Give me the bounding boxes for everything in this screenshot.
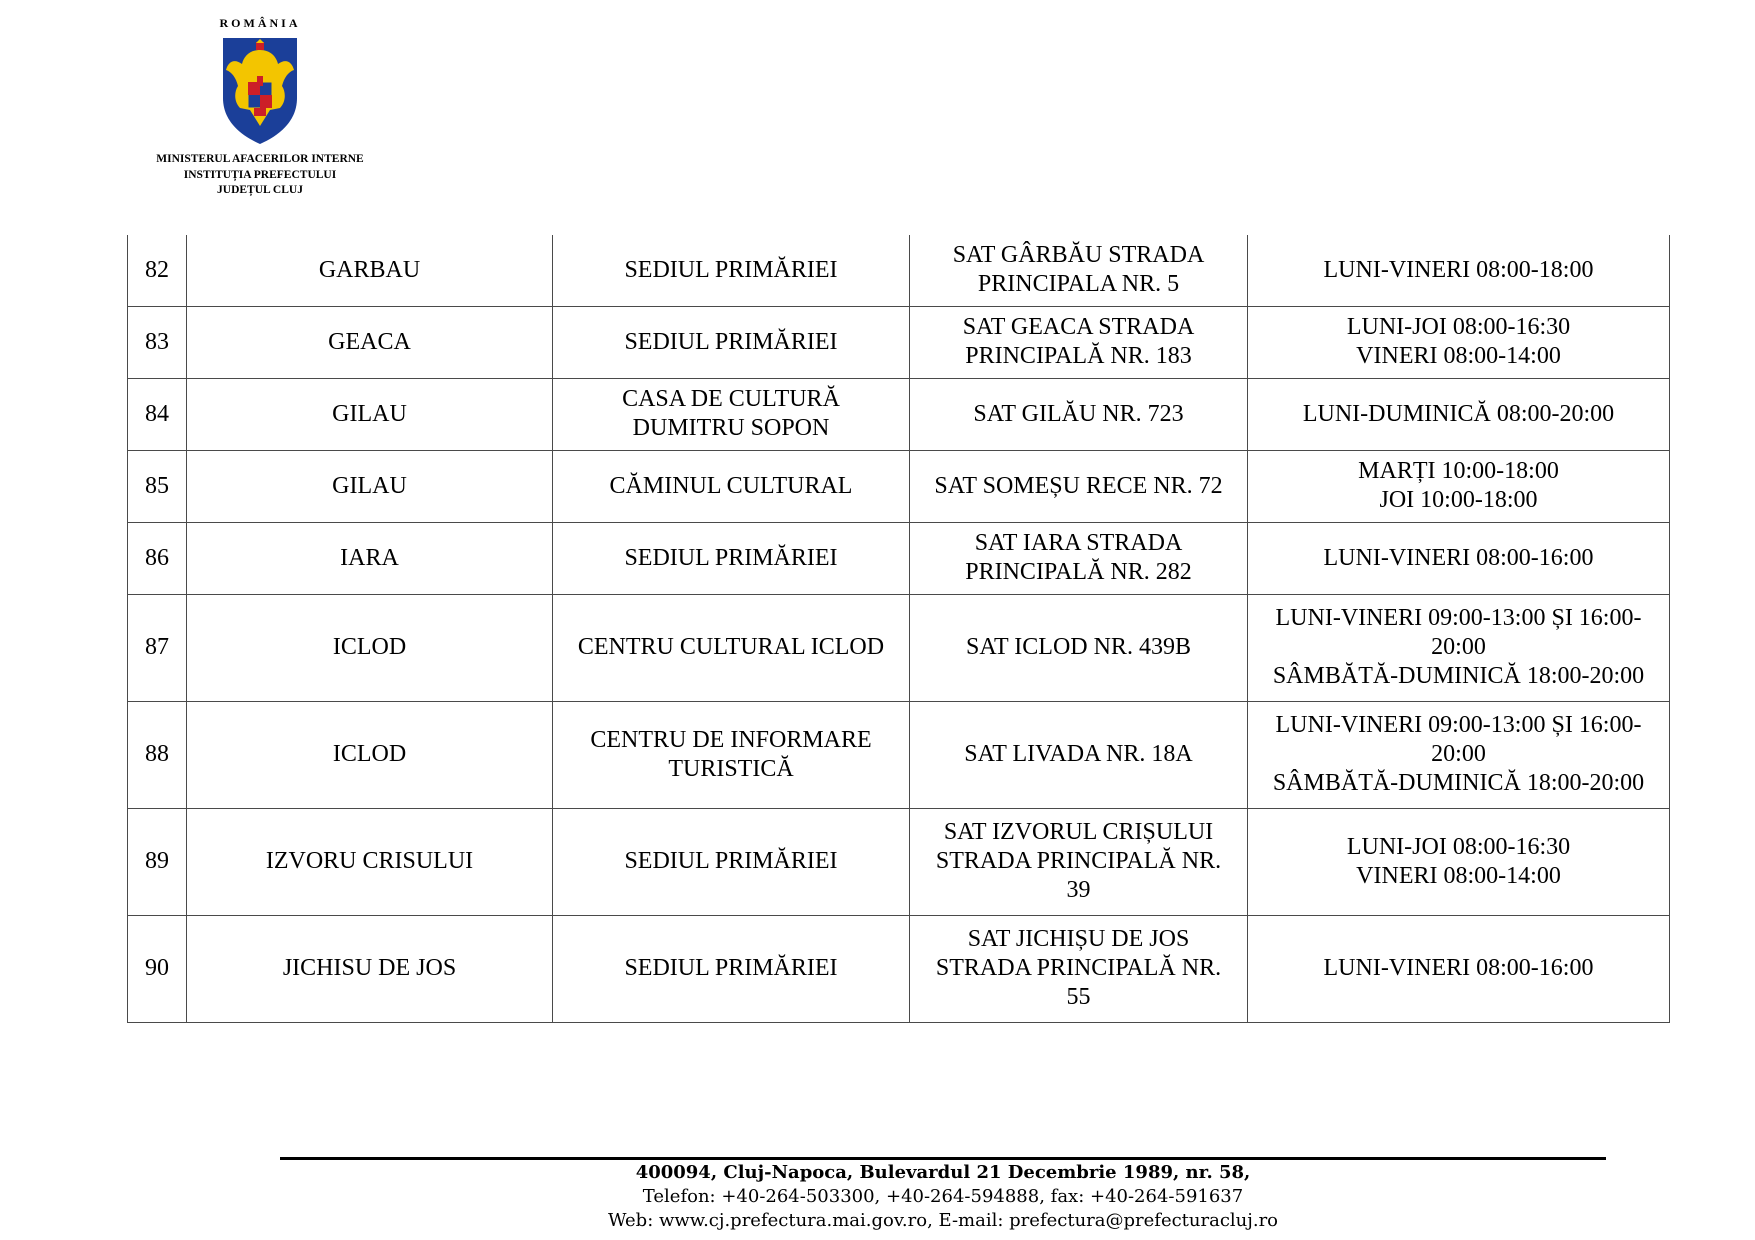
cell-schedule-line: VINERI 08:00-14:00 <box>1356 862 1561 889</box>
footer-divider <box>280 1157 1606 1160</box>
cell-schedule-line: LUNI-VINERI 08:00-16:00 <box>1323 955 1594 981</box>
cell-number: 88 <box>128 701 187 808</box>
cell-schedule <box>1248 378 1670 450</box>
cell-locality: GILAU <box>187 378 553 450</box>
cell-schedule <box>1248 594 1670 701</box>
cell-schedule-line: LUNI-DUMINICĂ 08:00-20:00 <box>1302 400 1615 427</box>
letterhead <box>150 14 370 199</box>
cell-location-line: SEDIUL PRIMĂRIEI <box>624 328 838 355</box>
cell-location <box>553 915 910 1022</box>
cell-number: 86 <box>128 522 187 594</box>
cell-address-line: SAT JICHIȘU DE JOS <box>967 926 1190 952</box>
cell-location <box>553 306 910 378</box>
cell-locality: IARA <box>187 522 553 594</box>
cell-schedule-line: SÂMBĂTĂ-DUMINICĂ 18:00-20:00 <box>1272 770 1645 796</box>
cell-location <box>553 701 910 808</box>
table-row <box>128 594 1670 701</box>
country-name: ROMÂNIA <box>219 16 301 30</box>
cell-address-line: STRADA PRINCIPALĂ NR. <box>935 848 1222 874</box>
cell-number: 84 <box>128 378 187 450</box>
cell-address-line: SAT IZVORUL CRIȘULUI <box>943 819 1214 845</box>
cell-location-line: SEDIUL PRIMĂRIEI <box>624 544 838 571</box>
footer <box>280 1161 1606 1233</box>
cell-schedule-line: LUNI-JOI 08:00-16:30 <box>1346 833 1571 860</box>
cell-address-line: 55 <box>1066 984 1091 1010</box>
cell-address <box>910 450 1248 522</box>
cell-schedule-line: 20:00 <box>1431 741 1486 767</box>
polling-locations-table <box>127 235 1670 1023</box>
cell-schedule-line: LUNI-VINERI 08:00-18:00 <box>1323 256 1594 283</box>
cell-location-line: TURISTICĂ <box>668 755 794 782</box>
cell-location <box>553 808 910 915</box>
cell-address-line: SAT GILĂU NR. 723 <box>973 400 1184 427</box>
table-row <box>128 808 1670 915</box>
cell-location-line: SEDIUL PRIMĂRIEI <box>624 848 838 874</box>
cell-address-line: SAT ICLOD NR. 439B <box>966 634 1191 660</box>
cell-location-line: CASA DE CULTURĂ <box>622 386 840 412</box>
cell-address <box>910 808 1248 915</box>
cell-address <box>910 594 1248 701</box>
cell-number: 89 <box>128 808 187 915</box>
cell-schedule <box>1248 306 1670 378</box>
cell-locality: GEACA <box>187 306 553 378</box>
cell-location-line: CENTRU DE INFORMARE <box>590 726 872 753</box>
table-row <box>128 306 1670 378</box>
cell-location <box>553 522 910 594</box>
cell-address-line: SAT GEACA STRADA <box>962 314 1195 340</box>
table-row <box>128 701 1670 808</box>
cell-address <box>910 235 1248 306</box>
cell-schedule <box>1248 808 1670 915</box>
cell-locality: GILAU <box>187 450 553 522</box>
cell-address <box>910 378 1248 450</box>
cell-number: 90 <box>128 915 187 1022</box>
cell-schedule-line: SÂMBĂTĂ-DUMINICĂ 18:00-20:00 <box>1272 663 1645 689</box>
cell-address-line: PRINCIPALA NR. 5 <box>977 271 1180 298</box>
cell-location <box>553 235 910 306</box>
cell-location-line: CĂMINUL CULTURAL <box>609 472 853 499</box>
cell-address <box>910 306 1248 378</box>
cell-location-line: CENTRU CULTURAL ICLOD <box>577 634 885 660</box>
cell-schedule-line: LUNI-VINERI 09:00-13:00 ȘI 16:00- <box>1275 605 1642 631</box>
cell-schedule <box>1248 522 1670 594</box>
institution-name <box>150 152 370 199</box>
cell-address <box>910 522 1248 594</box>
table-row <box>128 235 1670 306</box>
cell-schedule-line: LUNI-VINERI 09:00-13:00 ȘI 16:00- <box>1275 712 1642 738</box>
footer-phone: Telefon: +40-264-503300, +40-264-594888, fax: +40-264-591637 <box>642 1186 1244 1207</box>
institution-line: JUDEȚUL CLUJ <box>217 184 303 196</box>
footer-web: Web: www.cj.prefectura.mai.gov.ro, E-mail: prefectura@prefecturacluj.ro <box>607 1210 1279 1231</box>
cell-schedule-line: MARȚI 10:00-18:00 <box>1358 458 1559 484</box>
cell-address-line: PRINCIPALĂ NR. 183 <box>965 343 1192 369</box>
cell-schedule-line: JOI 10:00-18:00 <box>1379 487 1538 513</box>
cell-number: 85 <box>128 450 187 522</box>
cell-address-line: SAT GÂRBĂU STRADA <box>952 242 1205 269</box>
cell-schedule <box>1248 915 1670 1022</box>
cell-location-line: SEDIUL PRIMĂRIEI <box>624 955 838 981</box>
table-row <box>128 378 1670 450</box>
cell-locality: IZVORU CRISULUI <box>187 808 553 915</box>
cell-schedule-line: VINERI 08:00-14:00 <box>1356 343 1561 369</box>
footer-address: 400094, Cluj-Napoca, Bulevardul 21 Decembrie 1989, nr. 58, <box>635 1162 1251 1183</box>
table-row <box>128 450 1670 522</box>
cell-number: 87 <box>128 594 187 701</box>
cell-address <box>910 701 1248 808</box>
institution-line: MINISTERUL AFACERILOR INTERNE <box>156 153 364 165</box>
cell-location <box>553 594 910 701</box>
cell-number: 83 <box>128 306 187 378</box>
table-row <box>128 915 1670 1022</box>
cell-schedule <box>1248 450 1670 522</box>
cell-schedule-line: LUNI-JOI 08:00-16:30 <box>1346 314 1571 340</box>
cell-address-line: SAT SOMEȘU RECE NR. 72 <box>934 472 1223 499</box>
cell-address-line: STRADA PRINCIPALĂ NR. <box>935 955 1222 981</box>
cell-number: 82 <box>128 235 187 306</box>
cell-address-line: 39 <box>1066 877 1091 903</box>
cell-schedule <box>1248 235 1670 306</box>
cell-address-line: SAT LIVADA NR. 18A <box>964 741 1193 767</box>
cell-locality: ICLOD <box>187 701 553 808</box>
cell-locality: ICLOD <box>187 594 553 701</box>
cell-address-line: SAT IARA STRADA <box>974 530 1183 556</box>
cell-locality: JICHISU DE JOS <box>187 915 553 1022</box>
cell-address <box>910 915 1248 1022</box>
coat-of-arms-icon <box>220 36 300 146</box>
institution-line: INSTITUȚIA PREFECTULUI <box>183 168 337 181</box>
cell-schedule <box>1248 701 1670 808</box>
cell-locality: GARBAU <box>187 235 553 306</box>
cell-location-line: DUMITRU SOPON <box>632 415 830 441</box>
cell-location <box>553 378 910 450</box>
cell-schedule-line: LUNI-VINERI 08:00-16:00 <box>1323 544 1594 571</box>
cell-schedule-line: 20:00 <box>1431 634 1486 660</box>
table-row <box>128 522 1670 594</box>
cell-location <box>553 450 910 522</box>
cell-address-line: PRINCIPALĂ NR. 282 <box>965 559 1192 585</box>
cell-location-line: SEDIUL PRIMĂRIEI <box>624 256 838 283</box>
